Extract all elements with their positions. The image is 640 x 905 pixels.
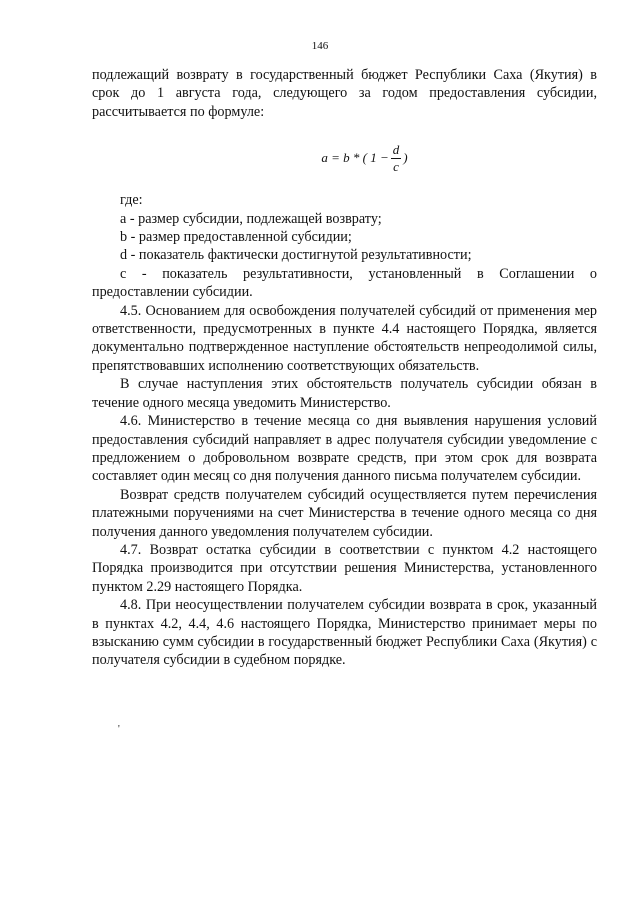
definition-d: d - показатель фактически достигнутой результативности; <box>120 247 472 264</box>
paragraph-4-8: 4.8. При неосуществлении получателем субсидии возврата в срок, указанный в пунктах 4.2, 4.4, 4.6 настоящего Порядка, Министерство принимает меры по взысканию сумм субсидии в государственный бюджет Республики Саха (Якутия) с получателя субсидии в судебном порядке. <box>92 597 597 669</box>
document-body <box>92 66 597 670</box>
formula-lhs: a = b * ( 1 − <box>321 150 389 166</box>
paragraph-4-7: 4.7. Возврат остатка субсидии в соответствии с пунктом 4.2 настоящего Порядка производится при отсутствии решения Министерства, установленного пунктом 2.29 настоящего Порядка. <box>92 541 597 595</box>
page-number: 146 <box>311 40 329 52</box>
definition-c: c - показатель результативности, установленный в Соглашении о предоставлении субсидии. <box>92 265 597 301</box>
formula-numerator: d <box>392 141 400 157</box>
formula-denominator: c <box>393 158 399 174</box>
formula-fraction <box>391 142 402 175</box>
definition-a: a - размер субсидии, подлежащей возврату; <box>120 210 382 227</box>
stray-mark: ' <box>118 724 120 735</box>
formula <box>132 131 597 185</box>
paragraph-4-6-refund: Возврат средств получателем субсидий осуществляется путем перечисления платежными поручениями на счет Министерства в течение одного месяца со дня получения данного уведомления получателем субсидии. <box>92 486 597 540</box>
paragraph-4-6: 4.6. Министерство в течение месяца со дня выявления нарушения условий предоставления субсидий направляет в адрес получателя субсидии уведомление с предложением о добровольном возврате средств, при этом срок для возврата составляет один месяц со дня получения данного письма получателем субсидии. <box>92 413 597 485</box>
definition-b: b - размер предоставленной субсидии; <box>120 229 352 246</box>
intro-paragraph: подлежащий возврату в государственный бюджет Республики Саха (Якутия) в срок до 1 августа года, следующего за годом предоставления субсидии, рассчитывается по формуле: <box>92 67 597 120</box>
formula-close: ) <box>403 150 408 166</box>
paragraph-4-5: 4.5. Основанием для освобождения получателей субсидий от применения мер ответственности, предусмотренных в пункте 4.4 настоящего Порядка, является документально подтвержденное наступление обстоятельств непреодолимой силы, препятствовавших исполнению соответствующих обязательств. <box>92 302 597 374</box>
where-label: где: <box>120 192 143 209</box>
paragraph-4-5-notice: В случае наступления этих обстоятельств получатель субсидии обязан в течение одного месяца уведомить Министерство. <box>92 376 597 411</box>
